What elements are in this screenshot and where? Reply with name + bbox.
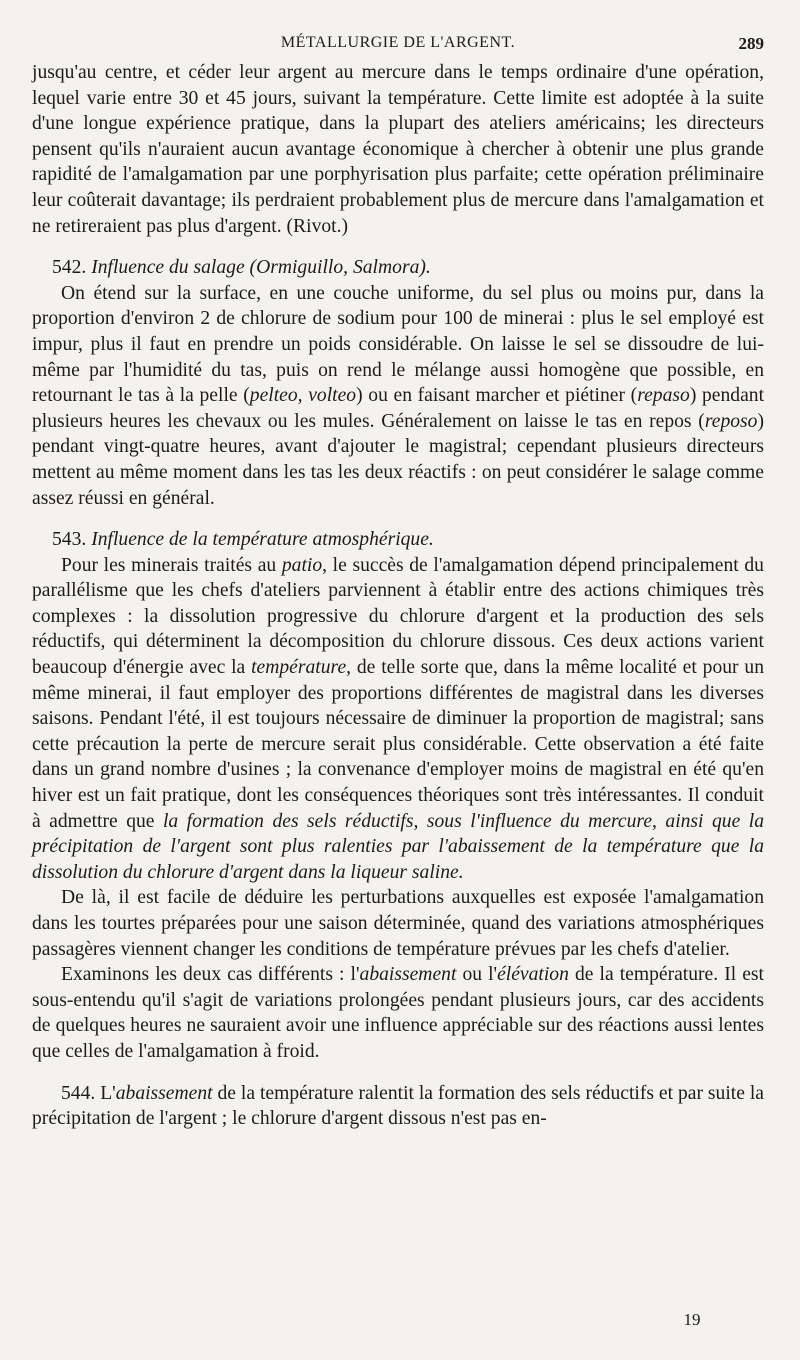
italic-term: abaissement	[115, 1082, 213, 1104]
italic-term: pelteo, volteo	[249, 385, 357, 407]
italic-term: abaissement	[359, 964, 457, 986]
text-run: L'	[100, 1082, 116, 1104]
section-heading-543	[32, 527, 764, 553]
paragraph-temperature	[32, 553, 764, 886]
italic-term: patio	[281, 554, 323, 576]
text-run: de la température ralentit la formation des sels réductifs et par suite la précipitation de l'argent ; le chlorure d'argent dissous n'est pas en-	[32, 1082, 764, 1130]
italic-term: repaso	[637, 385, 690, 407]
text-run: Pour les minerais traités au	[61, 554, 282, 576]
text-run: On étend sur la surface, en une couche uniforme, du sel plus ou moins pur, dans la proportion d'environ 2 de chlorure de sodium pour 100 de minerai : plus le sel employé est impur, plus il faut en prendre un poids considérable. On laisse le sel se dissoudre de lui-même par l'humidité du tas, puis on rend le mélange aussi homogène que possible, en retournant le tas à la pelle (	[32, 282, 764, 407]
italic-term: température,	[251, 657, 352, 679]
text-run: de la température. Il est sous-entendu qu'il s'agit de variations prolongées pendant plusieurs jours, car des accidents de quelques heures ne sauraient avoir une influence appréciable sur des réactions aussi lentes que celles de l'amalgamation à froid.	[32, 964, 764, 1062]
italic-term: reposo	[704, 410, 758, 432]
section-heading-542	[32, 255, 764, 281]
section-title: Influence de la température atmosphérique.	[91, 529, 434, 551]
text-run: Examinons les deux cas différents : l'	[61, 964, 360, 986]
page-body	[32, 60, 764, 1132]
italic-term: la formation des sels réductifs, sous l'influence du mercure, ainsi que la précipitation de l'argent sont plus ralenties par l'abaissement de la température que la dissolution du chlorure d'argent dans la liqueur saline.	[32, 810, 764, 883]
section-number: 543.	[52, 529, 87, 551]
text-run: ) ou en faisant marcher et piétiner (	[356, 385, 638, 407]
paragraph-continued: jusqu'au centre, et céder leur argent au mercure dans le temps ordinaire d'une opération, lequel varie entre 30 et 45 jours, suivant la température. Cette limite est adoptée à la suite d'une longue expérience pratique, dans la plupart des ateliers américains; les directeurs pensent qu'ils n'auraient aucun avantage économique à chercher à obtenir une plus grande rapidité de l'amalgamation par une porphyrisation plus parfaite; cette opération préliminaire leur coûterait davantage; ils perdraient probablement plus de mercure dans l'amalgamation et ne retireraient pas plus d'argent. (Rivot.)	[32, 62, 764, 237]
page-number: 289	[738, 34, 764, 53]
signature-mark: 19	[683, 1310, 701, 1329]
paragraph-perturbations: De là, il est facile de déduire les perturbations auxquelles est exposée l'amalgamation dans les tourtes préparées pour une saison déterminée, quand des variations atmosphériques passagères viennent changer les conditions de température prévues par les chefs d'atelier.	[32, 887, 764, 960]
text-run: ) pendant plusieurs heures les chevaux ou les mules. Généralement on laisse le tas en repos (	[32, 385, 765, 432]
paragraph-two-cases	[32, 962, 764, 1064]
section-title: Influence du salage (Ormiguillo, Salmora).	[91, 257, 431, 279]
page-header	[32, 30, 764, 58]
section-number: 542.	[52, 257, 87, 279]
section-number: 544.	[61, 1082, 96, 1104]
paragraph-salage	[32, 281, 764, 511]
paragraph-544	[32, 1081, 764, 1132]
italic-term: élévation	[497, 964, 569, 986]
text-run: ) pendant vingt-quatre heures, avant d'ajouter le magistral; cependant plusieurs directeurs mettent au même moment dans les tas les deux réactifs : on peut considérer le salage comme assez réussi en général.	[32, 410, 764, 509]
text-run: , le succès de l'amalgamation dépend principalement du parallélisme que les chefs d'ateliers parviennent à établir entre des actions chimiques très complexes : la dissolution progressive du chlorure d'argent et la production des sels réductifs, qui déterminent la décomposition du chlorure dissous. Ces deux actions varient beaucoup d'énergie avec la	[32, 554, 764, 679]
text-run: de telle sorte que, dans la même localité et pour un même minerai, il faut employer des proportions différentes de magistral dans les diverses saisons. Pendant l'été, il est toujours nécessaire de diminuer la proportion de magistral; sans cette précaution la perte de mercure serait plus considérable. Cette observation a été faite dans un grand nombre d'usines ; la convenance d'employer moins de magistral en été qu'en hiver est un fait pratique, dont les conséquences théoriques sont très intéressantes. Il conduit à admettre que	[32, 657, 765, 832]
text-run: ou l'	[456, 964, 498, 986]
running-title: MÉTALLURGIE DE L'ARGENT.	[280, 34, 516, 51]
